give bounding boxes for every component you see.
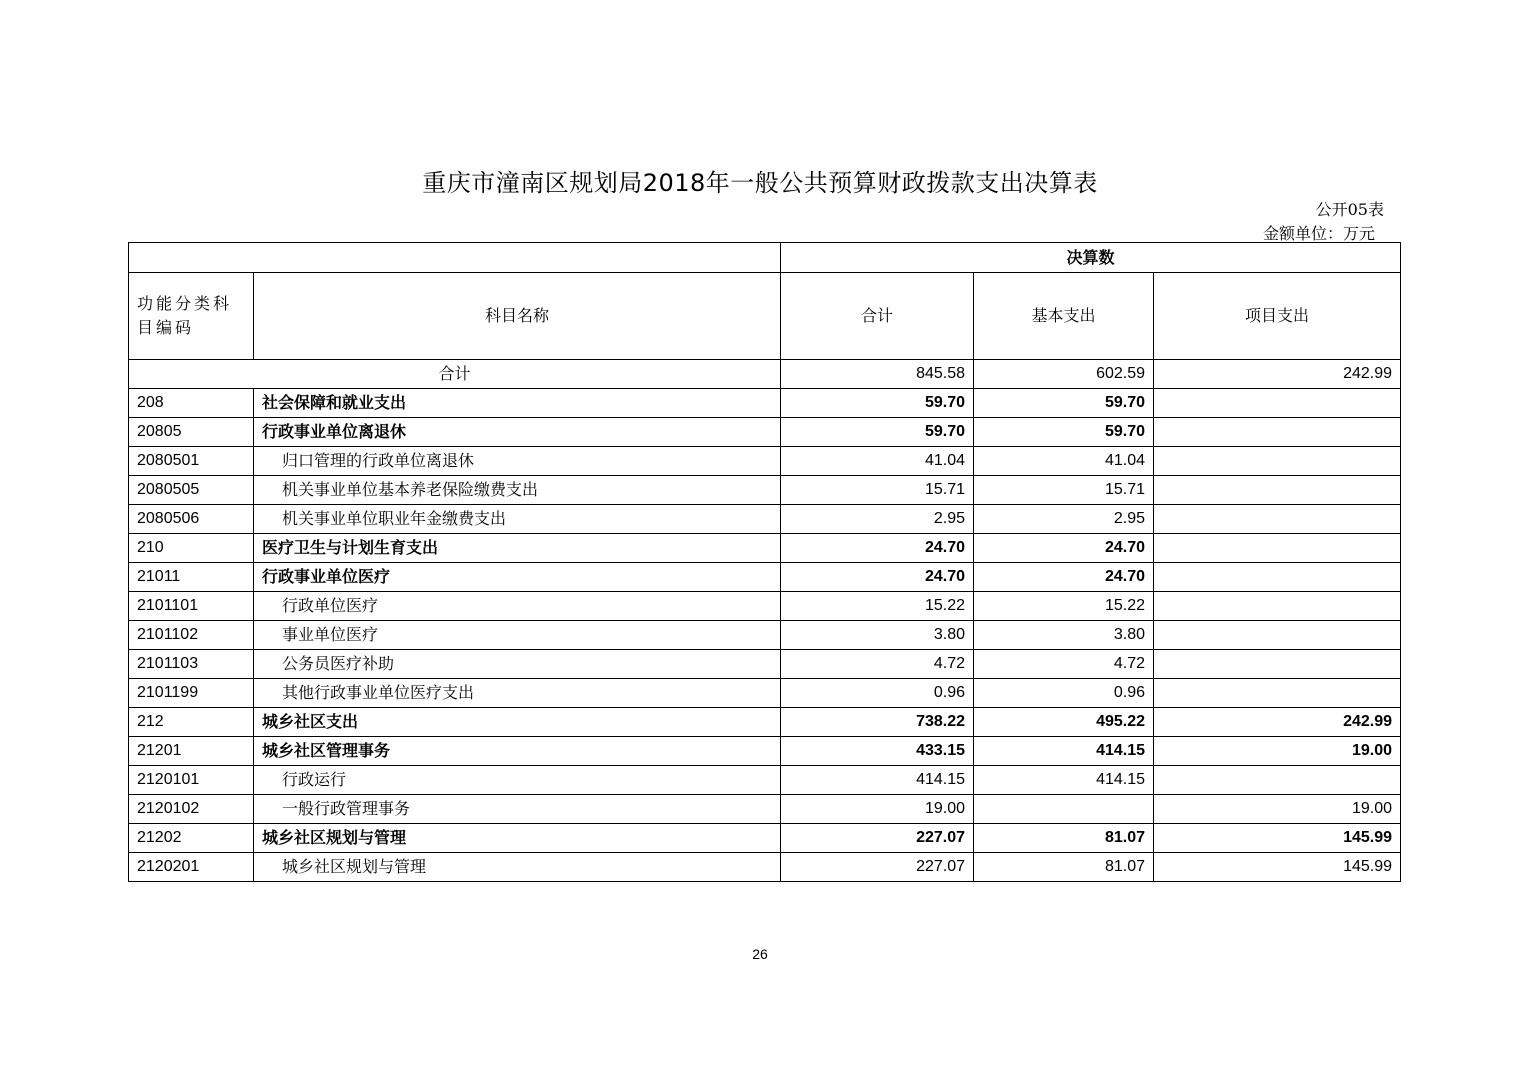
table-row	[129, 824, 1401, 853]
budget-table	[128, 242, 1401, 882]
row-project	[1154, 418, 1401, 447]
row-code: 2120102	[129, 795, 254, 824]
row-total: 59.70	[781, 389, 974, 418]
table-row	[129, 737, 1401, 766]
total-row-total: 845.58	[781, 360, 974, 389]
row-project	[1154, 592, 1401, 621]
row-code: 210	[129, 534, 254, 563]
row-basic: 81.07	[974, 824, 1154, 853]
row-code: 2101102	[129, 621, 254, 650]
row-total: 19.00	[781, 795, 974, 824]
table-row	[129, 592, 1401, 621]
table-row	[129, 505, 1401, 534]
table-row	[129, 853, 1401, 882]
row-code: 2120201	[129, 853, 254, 882]
row-project	[1154, 563, 1401, 592]
row-name: 社会保障和就业支出	[254, 389, 781, 418]
row-total: 227.07	[781, 824, 974, 853]
page-number: 26	[752, 946, 768, 962]
total-row	[129, 360, 1401, 389]
row-project	[1154, 679, 1401, 708]
row-project	[1154, 766, 1401, 795]
table-row	[129, 795, 1401, 824]
row-project: 242.99	[1154, 708, 1401, 737]
row-basic: 495.22	[974, 708, 1154, 737]
row-name: 行政事业单位医疗	[254, 563, 781, 592]
table-row	[129, 679, 1401, 708]
row-name: 一般行政管理事务	[254, 795, 781, 824]
row-project	[1154, 389, 1401, 418]
row-code: 208	[129, 389, 254, 418]
row-basic: 0.96	[974, 679, 1154, 708]
row-basic: 414.15	[974, 766, 1154, 795]
row-project	[1154, 621, 1401, 650]
header-blank-cell	[129, 243, 781, 273]
row-name: 公务员医疗补助	[254, 650, 781, 679]
row-basic: 3.80	[974, 621, 1154, 650]
row-total: 2.95	[781, 505, 974, 534]
row-code: 21202	[129, 824, 254, 853]
row-code: 2120101	[129, 766, 254, 795]
header-basic: 基本支出	[974, 273, 1154, 360]
row-total: 24.70	[781, 563, 974, 592]
row-basic: 2.95	[974, 505, 1154, 534]
row-name: 行政事业单位离退休	[254, 418, 781, 447]
row-name: 城乡社区管理事务	[254, 737, 781, 766]
row-project	[1154, 505, 1401, 534]
row-project: 19.00	[1154, 737, 1401, 766]
total-row-label: 合计	[129, 360, 781, 389]
total-row-basic: 602.59	[974, 360, 1154, 389]
row-total: 0.96	[781, 679, 974, 708]
header-project: 项目支出	[1154, 273, 1401, 360]
header-total: 合计	[781, 273, 974, 360]
row-total: 227.07	[781, 853, 974, 882]
row-name: 事业单位医疗	[254, 621, 781, 650]
row-basic: 4.72	[974, 650, 1154, 679]
header-code: 功能分类科目编码	[129, 273, 254, 360]
row-name: 城乡社区支出	[254, 708, 781, 737]
row-code: 212	[129, 708, 254, 737]
document-title: 重庆市潼南区规划局2018年一般公共预算财政拨款支出决算表	[422, 169, 1098, 197]
row-code: 2101101	[129, 592, 254, 621]
row-total: 4.72	[781, 650, 974, 679]
row-basic: 59.70	[974, 389, 1154, 418]
row-project: 19.00	[1154, 795, 1401, 824]
row-code: 20805	[129, 418, 254, 447]
form-number: 公开05表	[1315, 200, 1384, 219]
row-basic: 24.70	[974, 534, 1154, 563]
row-name: 机关事业单位职业年金缴费支出	[254, 505, 781, 534]
row-basic: 15.71	[974, 476, 1154, 505]
row-project	[1154, 650, 1401, 679]
row-code: 21011	[129, 563, 254, 592]
table-row	[129, 563, 1401, 592]
row-project: 145.99	[1154, 853, 1401, 882]
row-code: 2101199	[129, 679, 254, 708]
row-total: 414.15	[781, 766, 974, 795]
header-row-columns	[129, 273, 1401, 360]
table-row	[129, 708, 1401, 737]
row-total: 15.22	[781, 592, 974, 621]
row-name: 归口管理的行政单位离退休	[254, 447, 781, 476]
row-project	[1154, 534, 1401, 563]
header-name: 科目名称	[254, 273, 781, 360]
row-project	[1154, 476, 1401, 505]
row-code: 2080501	[129, 447, 254, 476]
row-name: 机关事业单位基本养老保险缴费支出	[254, 476, 781, 505]
row-name: 城乡社区规划与管理	[254, 853, 781, 882]
table-row	[129, 766, 1401, 795]
row-basic: 15.22	[974, 592, 1154, 621]
table-row	[129, 476, 1401, 505]
row-code: 21201	[129, 737, 254, 766]
row-basic: 24.70	[974, 563, 1154, 592]
row-name: 城乡社区规划与管理	[254, 824, 781, 853]
row-basic: 41.04	[974, 447, 1154, 476]
row-code: 2080505	[129, 476, 254, 505]
amount-unit: 金额单位：万元	[1262, 224, 1375, 243]
row-total: 41.04	[781, 447, 974, 476]
row-name: 行政运行	[254, 766, 781, 795]
table-row	[129, 447, 1401, 476]
row-total: 3.80	[781, 621, 974, 650]
table-row	[129, 650, 1401, 679]
row-name: 其他行政事业单位医疗支出	[254, 679, 781, 708]
row-basic: 59.70	[974, 418, 1154, 447]
row-total: 738.22	[781, 708, 974, 737]
row-project: 145.99	[1154, 824, 1401, 853]
table-row	[129, 534, 1401, 563]
row-name: 医疗卫生与计划生育支出	[254, 534, 781, 563]
total-row-project: 242.99	[1154, 360, 1401, 389]
table-row	[129, 389, 1401, 418]
header-row-group	[129, 243, 1401, 273]
table-row	[129, 418, 1401, 447]
row-total: 59.70	[781, 418, 974, 447]
row-basic	[974, 795, 1154, 824]
row-code: 2080506	[129, 505, 254, 534]
row-total: 433.15	[781, 737, 974, 766]
row-name: 行政单位医疗	[254, 592, 781, 621]
row-total: 15.71	[781, 476, 974, 505]
row-code: 2101103	[129, 650, 254, 679]
row-project	[1154, 447, 1401, 476]
header-group-final-accounts: 决算数	[781, 243, 1401, 273]
row-basic: 414.15	[974, 737, 1154, 766]
table-row	[129, 621, 1401, 650]
row-basic: 81.07	[974, 853, 1154, 882]
row-total: 24.70	[781, 534, 974, 563]
